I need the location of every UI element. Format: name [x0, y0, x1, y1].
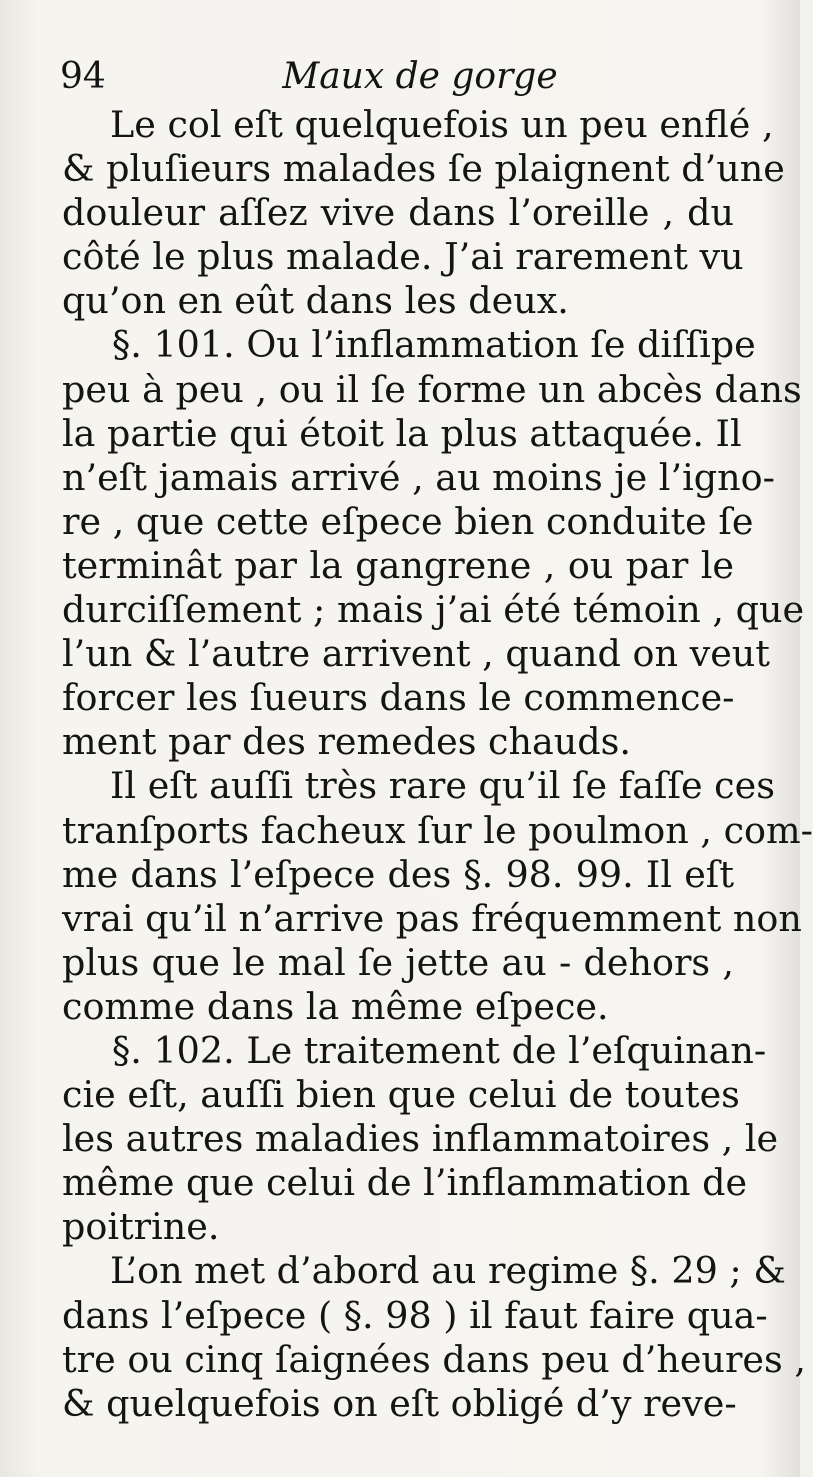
- text-line: ment par des remedes chauds.: [62, 720, 631, 764]
- text-line: même que celui de l’inflammation de: [62, 1161, 748, 1205]
- text-line: tre ou cinq ſaignées dans peu d’heures ,: [62, 1337, 806, 1381]
- text-line: me dans l’eſpece des §. 98. 99. Il eſt: [62, 852, 734, 896]
- text-line: n’eſt jamais arrivé , au moins je l’igno-: [62, 455, 775, 499]
- text-line: la partie qui étoit la plus attaquée. Il: [62, 411, 742, 455]
- text-line: durciſſement ; mais j’ai été témoin , que: [62, 588, 805, 632]
- text-line: & quelquefois on eſt obligé d’y reve-: [62, 1381, 737, 1425]
- text-line: L’on met d’abord au regime §. 29 ; &: [110, 1249, 786, 1293]
- text-line: l’un & l’autre arrivent , quand on veut: [62, 632, 770, 676]
- text-line: §. 101. Ou l’inflammation ſe diſſipe: [112, 323, 756, 367]
- text-line: forcer les ſueurs dans le commence-: [62, 676, 735, 720]
- text-line: côté le plus malade. J’ai rarement vu: [62, 235, 744, 279]
- text-line: Le col eſt quelquefois un peu enflé ,: [110, 103, 774, 146]
- text-line: Il eſt auſſi très rare qu’il ſe faſſe ces: [110, 764, 775, 808]
- text-line: vrai qu’il n’arrive pas fréquemment non: [62, 896, 802, 940]
- text-line: & pluſieurs malades ſe plaignent d’une: [62, 147, 785, 191]
- text-line: les autres maladies inflammatoires , le: [62, 1117, 779, 1161]
- text-line: qu’on en eût dans les deux.: [62, 279, 569, 323]
- page-header: [60, 52, 740, 102]
- body-text: [62, 103, 813, 1426]
- text-line: tranſports facheux ſur le poulmon , com-: [62, 808, 813, 852]
- text-line: peu à peu , ou il ſe forme un abcès dans: [62, 367, 802, 411]
- text-line: plus que le mal ſe jette au - dehors ,: [62, 940, 734, 984]
- text-line: poitrine.: [62, 1205, 220, 1249]
- text-line: dans l’eſpece ( §. 98 ) il faut faire qua-: [62, 1293, 768, 1337]
- text-line: re , que cette eſpece bien conduite ſe: [62, 499, 754, 543]
- running-title: Maux de gorge: [282, 56, 558, 97]
- text-line: comme dans la même eſpece.: [62, 984, 609, 1028]
- text-line: douleur aſſez vive dans l’oreille , du: [62, 191, 734, 235]
- page-number: 94: [60, 56, 106, 97]
- text-line: terminât par la gangrene , ou par le: [62, 543, 734, 587]
- text-line: §. 102. Le traitement de l’eſquinan-: [112, 1028, 767, 1072]
- text-line: cie eſt, auſſi bien que celui de toutes: [62, 1073, 740, 1117]
